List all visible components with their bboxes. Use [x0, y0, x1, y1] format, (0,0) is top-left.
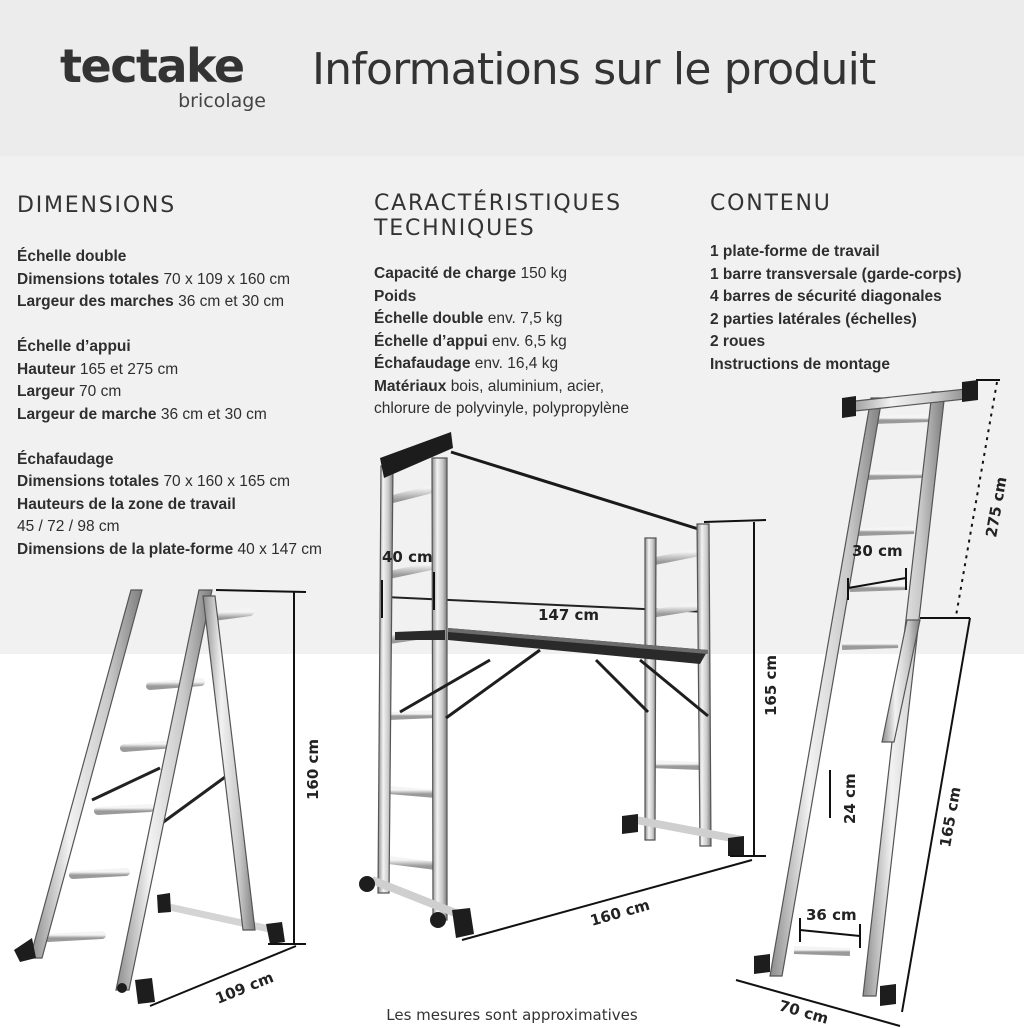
dim-ladder-top-width: 30 cm — [852, 542, 903, 560]
tech-materials-cont: chlorure de polyvinyle, polypropylène — [374, 400, 630, 417]
tech-heading: CARACTÉRISTIQUES TECHNIQUES — [374, 191, 622, 241]
scaffold-total: Dimensions totales 70 x 160 x 165 cm — [17, 473, 291, 490]
contents-item: 1 barre transversale (garde-corps) — [710, 265, 962, 283]
tech-weight-lean: Échelle d’appui env. 6,5 kg — [374, 332, 567, 350]
double-ladder — [14, 590, 285, 1004]
dim-ladder-base: 70 cm — [776, 996, 831, 1028]
contents-item: 2 parties latérales (échelles) — [710, 310, 917, 328]
dim-platform-length: 147 cm — [538, 606, 600, 624]
lean-ladder — [754, 380, 978, 1006]
lean-ladder-width: Largeur 70 cm — [17, 383, 122, 400]
scaffold-work-height-label: Hauteurs de la zone de travail — [17, 495, 236, 513]
tech-capacity: Capacité de charge 150 kg — [374, 265, 568, 282]
dim-ladder-height: 165 cm — [936, 785, 965, 849]
double-ladder-step-width: Largeur des marches 36 cm et 30 cm — [17, 293, 285, 310]
scaffold-platform: Dimensions de la plate-forme 40 x 147 cm — [17, 540, 322, 558]
footer-note: Les mesures sont approximatives — [386, 1006, 638, 1024]
lean-ladder-step-width: Largeur de marche 36 cm et 30 cm — [17, 405, 267, 423]
brand-subtitle: bricolage — [178, 90, 266, 112]
lean-ladder-title: Échelle d’appui — [17, 338, 131, 355]
dim-platform-width: 40 cm — [382, 548, 433, 566]
dim-a-depth: 109 cm — [212, 968, 277, 1008]
contents-item: 4 barres de sécurité diagonales — [710, 288, 942, 305]
brand-name: tectake — [60, 39, 244, 93]
tech-weight: Poids — [374, 287, 417, 305]
dim-ladder-step-gap: 24 cm — [841, 773, 859, 824]
page-title: Informations sur le produit — [312, 44, 876, 95]
tech-materials: Matériaux bois, aluminium, acier, — [374, 377, 605, 395]
dim-ladder-bottom-width: 36 cm — [806, 906, 857, 924]
contents-item: 1 plate-forme de travail — [710, 243, 880, 260]
lean-ladder-height: Hauteur 165 et 275 cm — [17, 360, 179, 378]
dim-ladder-extended: 275 cm — [982, 475, 1011, 539]
contents-item: Instructions de montage — [710, 355, 890, 373]
dim-scaffold-length: 160 cm — [588, 895, 652, 930]
dim-scaffold-height: 165 cm — [762, 654, 780, 716]
double-ladder-total: Dimensions totales 70 x 109 x 160 cm — [17, 270, 291, 288]
scaffold-title: Échafaudage — [17, 450, 114, 468]
scaffold — [359, 432, 744, 938]
scaffold-work-height-value: 45 / 72 / 98 cm — [17, 518, 120, 535]
contents-item: 2 roues — [710, 333, 766, 350]
contents-heading: CONTENU — [710, 191, 832, 216]
tech-weight-scaffold: Échafaudage env. 16,4 kg — [374, 355, 559, 372]
dim-a-height: 160 cm — [304, 738, 322, 800]
dimensions-heading: DIMENSIONS — [17, 193, 176, 218]
tech-weight-double: Échelle double env. 7,5 kg — [374, 310, 563, 327]
double-ladder-title: Échelle double — [17, 248, 127, 265]
